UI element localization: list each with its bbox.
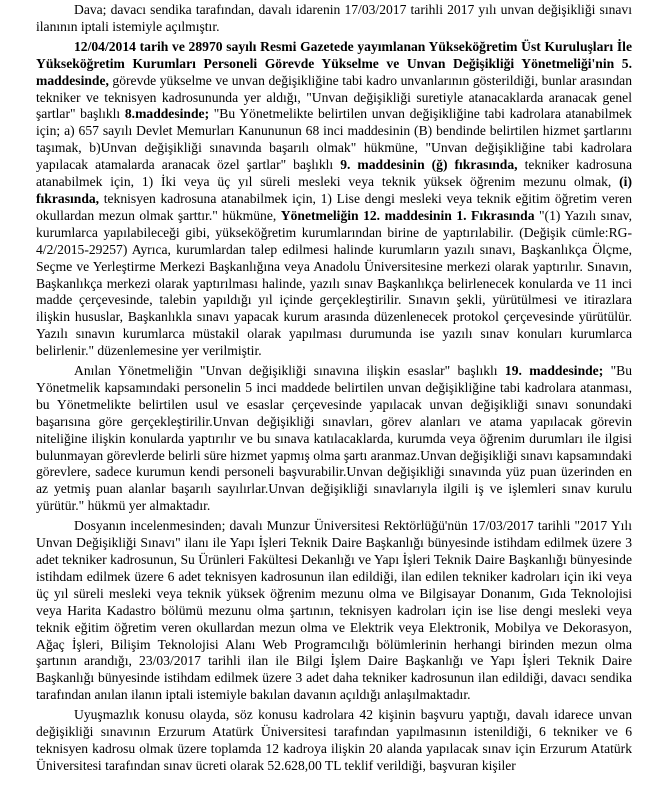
paragraph-2 bbox=[36, 39, 632, 360]
bold-text-run: 9. maddesinin (ğ) fıkrasında, bbox=[340, 157, 518, 173]
bold-text-run: 12/04/2014 tarih ve 28970 sayılı Resmi Gazetede yayımlanan Yükseköğretim Üst Kuruluşları İle Yükseköğretim Kurumları Personeli Görevde Yükselme ve Unvan Değişikliği Yönetmeliği'nin 5. maddesinde, bbox=[36, 38, 632, 88]
text-run: Dosyanın incelenmesinden; davalı Munzur Üniversitesi Rektörlüğü'nün 17/03/2017 tarihli "2017 Yılı Unvan Değişikliği Sınavı" ilanı ile Yapı İşleri Teknik Daire Başkanlığı bünyesinde istihdam edilmek üzere 3 adet tekniker kadrosunun, Su Ürünleri Fakültesi Dekanlığı ve Yapı İşleri Teknik Daire Başkanlığı bünyesinde istihdam edilmek üzere 6 adet teknisyen kadrosunun ilan edildiği, ilan edilen tekniker kadroları için iki veya üç yıl süreli mesleki veya teknik yüksek öğrenim mezunu olma ve Bilgisayar Donanım, Gıda Teknolojisi veya Harita Kadastro bölümü mezunu olma şartının, teknisyen kadroları için ise lise dengi mesleki veya teknik eğitim öğretim veren okullardan mezun olma ve Elektrik veya Elektronik, Mobilya ve Dekorasyon, Ağaç İşleri, Bilişim Teknolojisi Alanı Web Programcılığı bölümlerinin herhangi birinden mezun olma şartının arandığı, 23/03/2017 tarihli ilan ile Bilgi İşlem Daire Başkanlığı ve Yapı İşleri Teknik Daire Başkanlığı bünyesinde istihdam edilmek üzere 3 adet daha tekniker kadrosunun ilan edildiği, davacı sendika tarafından anılan ilanın iptali istemiyle bakılan davanın açıldığı anlaşılmaktadır. bbox=[36, 518, 632, 703]
text-run: teknisyen kadrosuna atanabilmek için, 1) Lise dengi mesleki veya teknik eğitim öğretim veren okullardan mezun olmak şarttır." hükmüne, bbox=[36, 190, 632, 223]
paragraph-1 bbox=[36, 2, 632, 36]
bold-text-run: Yönetmeliğin 12. maddesinin 1. Fıkrasında bbox=[280, 207, 535, 223]
text-run: "Bu Yönetmelik kapsamındaki personelin 5 inci maddede belirtilen unvan değişikliğine tabi kadrolara atanması, bu Yönetmelikte belirtilen usul ve esaslar çerçevesinde yapılacak unvan değişikliği sınavı sonundaki başarısına göre gerçekleştirilir.Unvan değişikliği sınavları, görev alanları ve atama yapılacak görevin niteliğine ilişkin konularda yaptırılır ve bu sınava katılacaklarda, kurumda veya öğrenim durumları ile ilgisi bulunmayan görevlerde belirli süre hizmet yapmış olma şartı aranmaz.Unvan değişikliği sınavı kapsamındaki görevlere, sadece kurumun kendi personeli başvurabilir.Unvan değişikliği sınavında yüz puan üzerinden en az yetmiş puan alanlar başarılı sayılırlar.Unvan değişikliği sınavlarıyla ilgili iş ve işlemleri sınav kurulu yürütür." hükmü yer almaktadır. bbox=[36, 363, 632, 514]
text-run: tekniker kadrosuna atanabilmek için, 1) İki veya üç yıl süreli mesleki veya teknik yüksek öğrenim mezunu olmak, bbox=[36, 157, 632, 190]
bold-text-run: 8.maddesinde; bbox=[124, 106, 210, 122]
bold-text-run: (i) fıkrasında, bbox=[36, 174, 632, 206]
paragraph-3 bbox=[36, 363, 632, 515]
bold-text-run: 19. maddesinde; bbox=[504, 363, 604, 379]
text-run: Anılan Yönetmeliğin "Unvan değişikliği sınavına ilişkin esaslar" başlıklı bbox=[74, 363, 505, 379]
text-run: görevde yükselme ve unvan değişikliğine tabi kadro unvanlarının gösterildiği, bunlar arasından tekniker ve teknisyen kadrosununda yer aldığı, "Unvan değişikliği suretiyle atanacaklarda aranacak genel şartlar" başlıklı bbox=[36, 72, 632, 122]
text-run: "(1) Yazılı sınav, kurumlarca yapılabileceği gibi, yükseköğretim kurumlarından birine de yaptırılabilir. (Değişik cümle:RG-4/2/2015-29257) Ayrıca, kurumlardan talep edilmesi halinde kurumların yazılı sınavı, Başkanlıkça Ölçme, Seçme ve Yerleştirme Merkezi Başkanlığına veya Anadolu Üniversitesine merkezi olarak yaptırılır. Sınavın, Başkanlıkça merkezi olarak yaptırılması halinde, yazılı sınav Başkanlıkça belirlenecek konularda ve 11 inci madde çerçevesinde, talebin yapıldığı yıl içinde gerçekleştirilir. Sınavın şekli, yürütülmesi ve itirazlara ilişkin hususlar, Başkanlıkla sınavı yapacak kurum arasında düzenlenecek protokol çerçevesinde yürütülür. Yazılı sınavın kurumlarca müstakil olarak yapılması durumunda ise yazılı sınav konuları kurumlarca belirlenir." düzenlemesine yer verilmiştir. bbox=[36, 207, 632, 359]
paragraph-4 bbox=[36, 518, 632, 704]
text-run: Dava; davacı sendika tarafından, davalı idarenin 17/03/2017 tarihli 2017 yılı unvan değişikliği sınavı ilanının iptali istemiyle açılmıştır. bbox=[36, 2, 632, 34]
paragraph-5 bbox=[36, 707, 632, 775]
text-run: "Bu Yönetmelikte belirtilen unvan değişikliğine tabi kadrolara atanabilmek için; a) 657 sayılı Devlet Memurları Kanununun 68 inci maddesinin (B) bendinde belirtilen hizmet şartlarını taşımak, b)Unvan değişikliği sınavında başarılı olmak" hükmüne, "Unvan değişikliğine tabi kadrolara yapılacak atamalarda aranacak özel şartlar" başlıklı bbox=[36, 106, 632, 173]
text-run: Uyuşmazlık konusu olayda, söz konusu kadrolara 42 kişinin başvuru yaptığı, davalı idarece unvan değişikliği sınavının Erzurum Atatürk Üniversitesi tarafından yapılmasının istenildiği, 6 tekniker ve 6 teknisyen kadrosu olmak üzere toplamda 12 kadroya ilişkin 20 alanda yapılacak sınav için Erzurum Atatürk Üniversitesi tarafından sınav ücreti olarak 52.628,00 TL teklif verildiği, başvuran kişiler bbox=[36, 707, 632, 773]
